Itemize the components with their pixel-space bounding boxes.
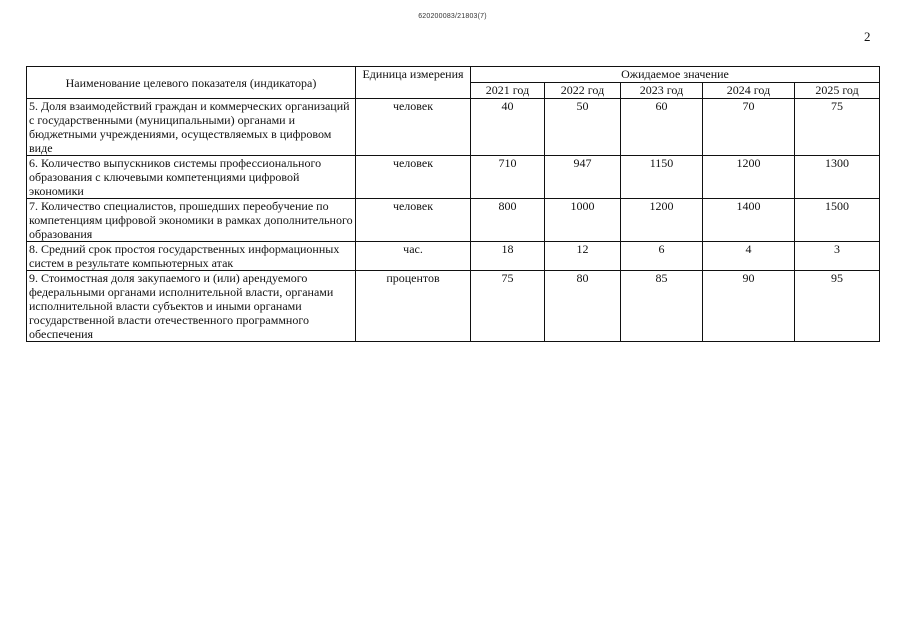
value-2025: 95 — [795, 271, 880, 342]
table-row — [27, 271, 880, 342]
indicator-name: 6. Количество выпускников системы профессионального образования с ключевыми компетенциями цифровой экономики — [27, 156, 356, 199]
value-2023: 60 — [621, 99, 703, 156]
indicator-unit: процентов — [356, 271, 471, 342]
page-number: 2 — [864, 29, 871, 44]
header-expected-value: Ожидаемое значение — [471, 67, 880, 83]
indicator-unit: человек — [356, 199, 471, 242]
table-row — [27, 242, 880, 271]
header-year-2025: 2025 год — [795, 83, 880, 99]
table-body — [27, 99, 880, 342]
value-2025: 3 — [795, 242, 880, 271]
value-2024: 1200 — [703, 156, 795, 199]
value-2023: 1150 — [621, 156, 703, 199]
indicator-unit: человек — [356, 156, 471, 199]
value-2021: 710 — [471, 156, 545, 199]
value-2025: 75 — [795, 99, 880, 156]
value-2024: 4 — [703, 242, 795, 271]
document-id: 620200083/21803(7) — [418, 13, 487, 20]
table-header — [27, 67, 880, 99]
value-2025: 1500 — [795, 199, 880, 242]
value-2025: 1300 — [795, 156, 880, 199]
value-2022: 80 — [545, 271, 621, 342]
value-2022: 1000 — [545, 199, 621, 242]
table-row — [27, 156, 880, 199]
value-2023: 6 — [621, 242, 703, 271]
header-year-2021: 2021 год — [471, 83, 545, 99]
value-2023: 1200 — [621, 199, 703, 242]
value-2024: 90 — [703, 271, 795, 342]
value-2021: 800 — [471, 199, 545, 242]
value-2021: 75 — [471, 271, 545, 342]
indicator-name: 7. Количество специалистов, прошедших переобучение по компетенциям цифровой экономики в рамках дополнительного образования — [27, 199, 356, 242]
indicators-table — [26, 66, 880, 342]
indicator-name: 5. Доля взаимодействий граждан и коммерческих организаций с государственными (муниципальными) органами и бюджетными учреждениями, осуществляемых в цифровом виде — [27, 99, 356, 156]
header-year-2024: 2024 год — [703, 83, 795, 99]
header-unit: Единица измерения — [356, 67, 471, 99]
value-2022: 947 — [545, 156, 621, 199]
indicator-unit: человек — [356, 99, 471, 156]
value-2022: 12 — [545, 242, 621, 271]
table-row — [27, 99, 880, 156]
value-2021: 40 — [471, 99, 545, 156]
header-year-2022: 2022 год — [545, 83, 621, 99]
value-2024: 70 — [703, 99, 795, 156]
value-2022: 50 — [545, 99, 621, 156]
table-row — [27, 199, 880, 242]
indicator-name: 8. Средний срок простоя государственных информационных систем в результате компьютерных атак — [27, 242, 356, 271]
indicator-name: 9. Стоимостная доля закупаемого и (или) арендуемого федеральными органами исполнительной власти, органами исполнительной власти субъектов и иными органами государственной власти отечественного программного обеспечения — [27, 271, 356, 342]
value-2021: 18 — [471, 242, 545, 271]
value-2023: 85 — [621, 271, 703, 342]
header-indicator-name: Наименование целевого показателя (индикатора) — [27, 67, 356, 99]
value-2024: 1400 — [703, 199, 795, 242]
indicator-unit: час. — [356, 242, 471, 271]
header-year-2023: 2023 год — [621, 83, 703, 99]
